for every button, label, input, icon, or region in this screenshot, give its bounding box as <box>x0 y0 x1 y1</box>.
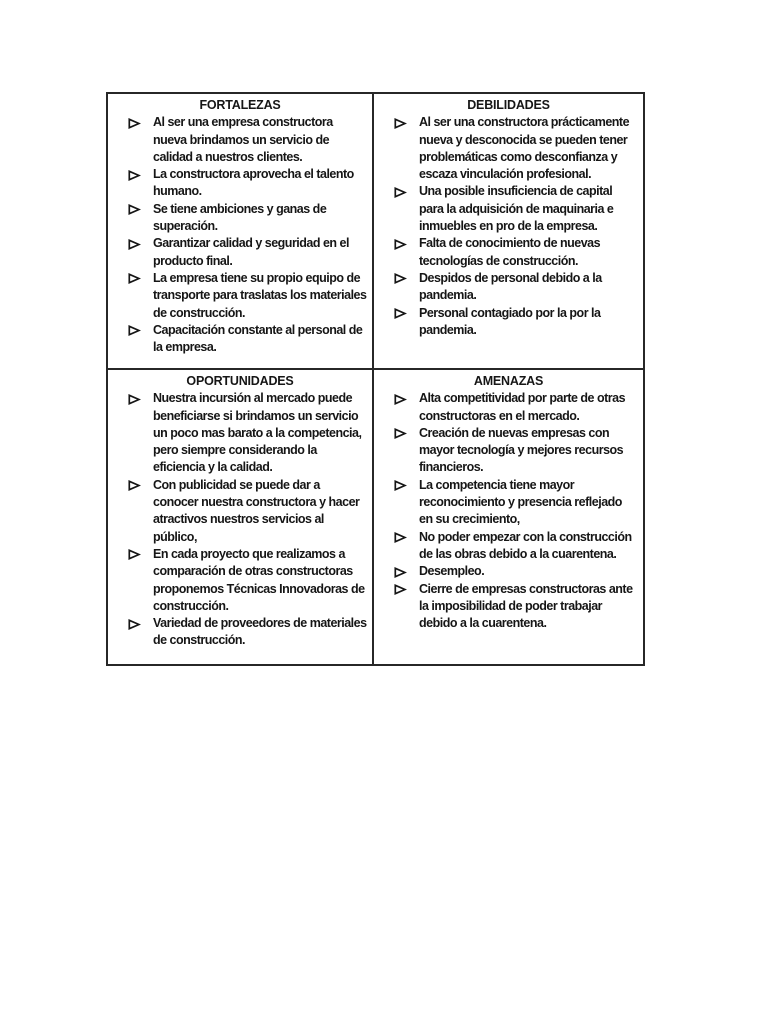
list-item <box>379 529 638 564</box>
quadrant-list <box>379 114 638 339</box>
arrowhead-right-icon <box>128 273 141 284</box>
list-item <box>113 546 367 615</box>
list-item-text: La empresa tiene su propio equipo de transporte para traslatas los materiales de construcción. <box>153 270 367 320</box>
quadrant-fortalezas <box>108 94 374 370</box>
list-item <box>113 477 367 546</box>
list-item <box>113 322 367 357</box>
list-item-text: La constructora aprovecha el talento humano. <box>153 167 354 199</box>
list-item-text: La competencia tiene mayor reconocimiento y presencia reflejado en su crecimiento, <box>419 477 622 527</box>
list-item <box>379 563 638 580</box>
arrowhead-right-icon <box>394 567 407 578</box>
arrowhead-right-icon <box>128 170 141 181</box>
list-item-text: Con publicidad se puede dar a conocer nuestra constructora y hacer atractivos nuestros servicios al público, <box>153 477 360 544</box>
list-item-text: Cierre de empresas constructoras ante la imposibilidad de poder trabajar debido a la cuarentena. <box>419 581 633 631</box>
quadrant-title: AMENAZAS <box>473 374 544 388</box>
arrowhead-right-icon <box>394 532 407 543</box>
list-item-text: En cada proyecto que realizamos a comparación de otras constructoras proponemos Técnicas Innovadoras de construcción. <box>153 546 365 613</box>
arrowhead-right-icon <box>394 187 407 198</box>
list-item-text: Al ser una empresa constructora nueva brindamos un servicio de calidad a nuestros clientes. <box>153 115 333 164</box>
arrowhead-right-icon <box>128 480 141 491</box>
list-item-text: Desempleo. <box>419 564 485 579</box>
quadrant-oportunidades <box>108 370 374 664</box>
list-item-text: Alta competitividad por parte de otras constructoras en el mercado. <box>419 391 626 423</box>
list-item-text: Falta de conocimiento de nuevas tecnologías de construcción. <box>419 236 601 268</box>
list-item-text: Personal contagiado por la por la pandemia. <box>419 305 601 337</box>
arrowhead-right-icon <box>128 118 141 129</box>
list-item <box>113 166 367 201</box>
list-item <box>113 201 367 236</box>
list-item-text: Una posible insuficiencia de capital para la adquisición de maquinaria e inmuebles en pro de la empresa. <box>419 184 614 234</box>
arrowhead-right-icon <box>128 239 141 250</box>
arrowhead-right-icon <box>128 394 141 405</box>
list-item <box>379 183 638 235</box>
list-item <box>113 615 367 650</box>
arrowhead-right-icon <box>394 273 407 284</box>
list-item <box>379 581 638 633</box>
arrowhead-right-icon <box>394 480 407 491</box>
list-item <box>379 477 638 529</box>
list-item-text: Se tiene ambiciones y ganas de superación. <box>153 201 327 234</box>
list-item-text: Nuestra incursión al mercado puede beneficiarse si brindamos un servicio un poco mas barato a la competencia, pero siempre considerando la eficiencia y la calidad. <box>153 391 362 475</box>
list-item <box>379 390 638 425</box>
quadrant-debilidades <box>374 94 643 370</box>
arrowhead-right-icon <box>394 428 407 439</box>
arrowhead-right-icon <box>394 394 407 405</box>
arrowhead-right-icon <box>128 549 141 560</box>
quadrant-list <box>379 390 638 632</box>
list-item <box>113 270 367 322</box>
arrowhead-right-icon <box>128 325 141 336</box>
list-item <box>379 425 638 477</box>
arrowhead-right-icon <box>394 584 407 595</box>
arrowhead-right-icon <box>394 239 407 250</box>
list-item <box>113 114 367 166</box>
list-item <box>379 305 638 340</box>
swot-table <box>106 92 645 666</box>
list-item-text: Despidos de personal debido a la pandemia. <box>419 270 602 303</box>
quadrant-title: OPORTUNIDADES <box>186 374 294 388</box>
list-item <box>113 390 367 476</box>
quadrant-title: DEBILIDADES <box>467 98 550 112</box>
arrowhead-right-icon <box>394 118 407 129</box>
arrowhead-right-icon <box>394 308 407 319</box>
quadrant-list <box>113 390 367 649</box>
list-item-text: Capacitación constante al personal de la empresa. <box>153 322 363 355</box>
list-item-text: Al ser una constructora prácticamente nueva y desconocida se pueden tener problemáticas como desconfianza y escaza vinculación profesional. <box>419 115 630 182</box>
list-item <box>379 235 638 270</box>
quadrant-title: FORTALEZAS <box>199 98 281 112</box>
quadrant-list <box>113 114 367 356</box>
list-item-text: Variedad de proveedores de materiales de construcción. <box>153 616 367 648</box>
quadrant-amenazas <box>374 370 643 664</box>
list-item <box>113 235 367 270</box>
list-item-text: Garantizar calidad y seguridad en el producto final. <box>153 236 349 268</box>
arrowhead-right-icon <box>128 619 141 630</box>
list-item-text: Creación de nuevas empresas con mayor tecnología y mejores recursos financieros. <box>419 425 624 475</box>
list-item <box>379 114 638 183</box>
arrowhead-right-icon <box>128 204 141 215</box>
list-item <box>379 270 638 305</box>
list-item-text: No poder empezar con la construcción de las obras debido a la cuarentena. <box>419 529 632 561</box>
